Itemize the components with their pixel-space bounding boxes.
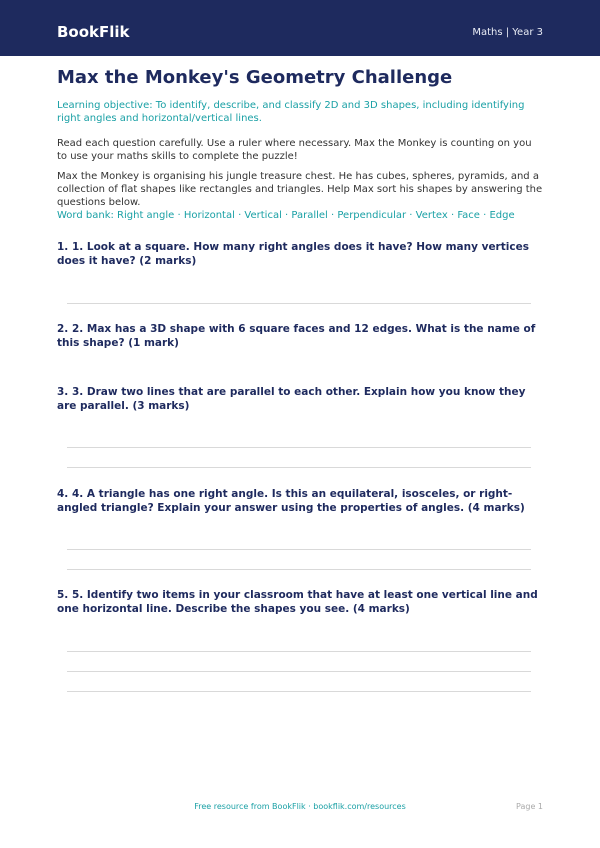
brand-logo: BookFlik <box>57 23 130 41</box>
answer-line[interactable] <box>67 467 531 468</box>
answer-line[interactable] <box>67 447 531 448</box>
page-header <box>0 0 600 56</box>
answer-line[interactable] <box>67 671 531 672</box>
answer-line[interactable] <box>67 569 531 570</box>
question-1: 1. 1. Look at a square. How many right angles does it have? How many vertices does it have? (2 marks) <box>57 241 529 267</box>
page-number: Page 1 <box>516 802 543 811</box>
intro-paragraph: Read each question carefully. Use a ruler where necessary. Max the Monkey is counting on you to use your maths skills to complete the puzzle! <box>57 138 532 162</box>
answer-line[interactable] <box>67 549 531 550</box>
question-3: 3. 3. Draw two lines that are parallel to each other. Explain how you know they are parallel. (3 marks) <box>57 386 526 412</box>
answer-line[interactable] <box>67 651 531 652</box>
question-2: 2. 2. Max has a 3D shape with 6 square faces and 12 edges. What is the name of this shape? (1 mark) <box>57 323 536 349</box>
page-title: Max the Monkey's Geometry Challenge <box>57 67 453 88</box>
footer-text: Free resource from BookFlik · bookflik.com/resources <box>194 802 406 811</box>
learning-objective: Learning objective: To identify, describe, and classify 2D and 3D shapes, including identifying right angles and horizontal/vertical lines. <box>57 100 525 124</box>
question-4: 4. 4. A triangle has one right angle. Is this an equilateral, isosceles, or right-angled triangle? Explain your answer using the properties of angles. (4 marks) <box>57 488 525 514</box>
answer-line[interactable] <box>67 303 531 304</box>
answer-line[interactable] <box>67 691 531 692</box>
word-bank: Word bank: Right angle · Horizontal · Vertical · Parallel · Perpendicular · Vertex · Face · Edge <box>57 210 515 221</box>
subject-label: Maths | Year 3 <box>472 27 543 38</box>
intro-paragraph: Max the Monkey is organising his jungle treasure chest. He has cubes, spheres, pyramids, and a collection of flat shapes like rectangles and triangles. Help Max sort his shapes by answering the questions below. <box>57 171 543 208</box>
question-5: 5. 5. Identify two items in your classroom that have at least one vertical line and one horizontal line. Describe the shapes you see. (4 marks) <box>57 589 538 615</box>
